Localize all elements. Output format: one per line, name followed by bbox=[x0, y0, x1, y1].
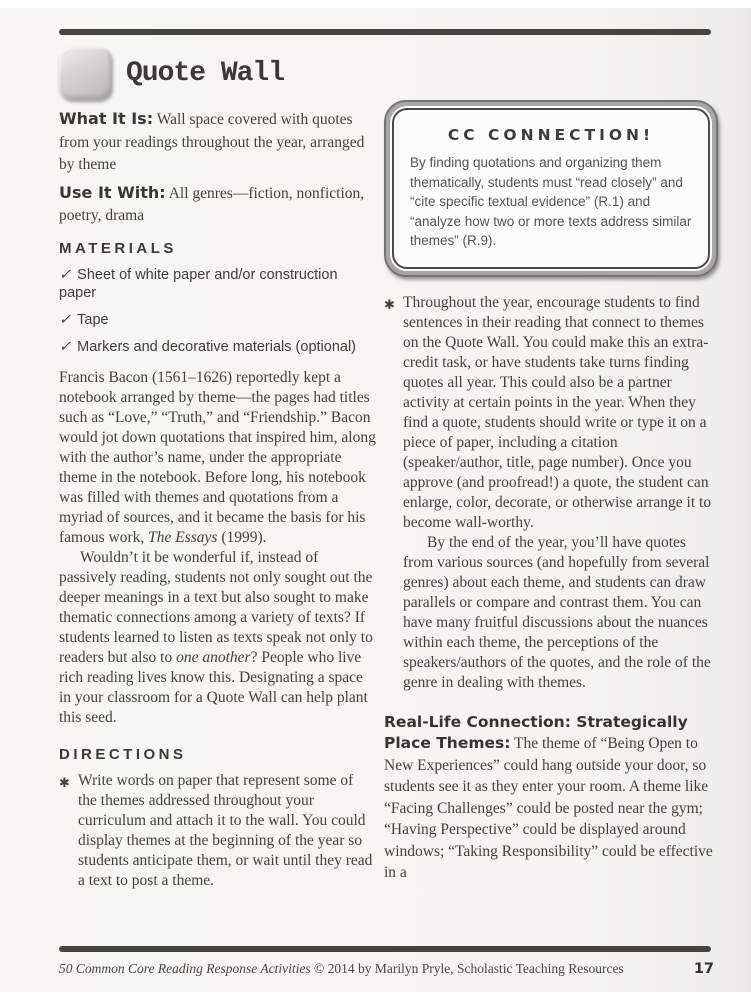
bottom-rule bbox=[59, 946, 711, 952]
page-number: 17 bbox=[693, 961, 714, 977]
materials-heading: MATERIALS bbox=[59, 239, 177, 257]
check-icon: ✓ bbox=[59, 338, 72, 355]
use-it-with bbox=[59, 182, 376, 228]
real-life-connection-label: Real-Life Connection: Strategically Place Themes: bbox=[384, 712, 688, 752]
check-icon: ✓ bbox=[59, 266, 72, 283]
cc-connection-body: By finding quotations and organizing them thematically, students must “read closely” and “cite specific textual evidence” (R.1) and “analyze how two or more texts address similar themes” (R.9). bbox=[410, 155, 692, 248]
list-item bbox=[59, 266, 376, 302]
throughout-year-item bbox=[384, 293, 718, 693]
what-it-is-label: What It Is: bbox=[59, 109, 154, 128]
directions-item bbox=[59, 771, 376, 891]
material-text: Tape bbox=[77, 311, 109, 328]
real-life-connection-text: The theme of “Being Open to New Experiences” could hang outside your door, so students see it as they enter your room. A theme like “Facing Challenges” could be posted near the gym; “Having Perspective” could be displayed around windows; “Taking Responsibility” could be effective in a bbox=[384, 735, 713, 881]
intro-p1-text: Francis Bacon (1561–1626) reportedly kept a notebook arranged by theme—the pages had titles such as “Love,” “Truth,” and “Friendship.” Bacon would jot down quotations that inspired him, along with the author’s name, under the appropriate theme in the notebook. Before long, his notebook was filled with themes and quotations from a myriad of sources, and it became the basis for his famous work, bbox=[59, 368, 376, 546]
footer-book-title: 50 Common Core Reading Response Activities bbox=[59, 961, 311, 976]
cc-connection-box bbox=[384, 100, 718, 277]
footer-credit-rest: © 2014 by Marilyn Pryle, Scholastic Teaching Resources bbox=[310, 961, 624, 976]
page-footer bbox=[59, 961, 714, 977]
intro-paragraph-2 bbox=[59, 548, 376, 728]
left-column bbox=[59, 108, 376, 891]
page-title: Quote Wall bbox=[126, 58, 285, 89]
intro-p2-text: Wouldn’t it be wonderful if, instead of passively reading, students not only sought out the deeper meanings in a text but also sought to make thematic connections among a variety of texts? If students learned to listen as texts speak not only to readers but also to bbox=[59, 548, 373, 666]
directions-heading: DIRECTIONS bbox=[59, 745, 187, 763]
right-column bbox=[384, 100, 718, 884]
list-item bbox=[59, 338, 376, 356]
material-text: Markers and decorative materials (optional) bbox=[77, 338, 356, 355]
real-life-connection bbox=[384, 712, 718, 884]
top-rule bbox=[59, 29, 711, 35]
cc-connection-heading: CC CONNECTION! bbox=[447, 126, 655, 144]
use-it-with-text: All genres—fiction, nonfiction, poetry, drama bbox=[59, 184, 365, 224]
list-item bbox=[59, 311, 376, 329]
activity-badge-icon bbox=[59, 47, 112, 100]
intro-p2-end: ? People who live rich reading lives know this. Designating a space in your classroom for a Quote Wall can help plant this seed. bbox=[59, 648, 368, 726]
asterisk-bullet-icon: ✱ bbox=[384, 296, 395, 312]
what-it-is bbox=[59, 108, 376, 177]
intro-paragraph-1 bbox=[59, 368, 376, 548]
book-page bbox=[0, 8, 751, 992]
material-text: Sheet of white paper and/or construction paper bbox=[59, 266, 338, 301]
what-it-is-text: Wall space covered with quotes from your readings throughout the year, arranged by theme bbox=[59, 111, 365, 173]
footer-credit bbox=[59, 961, 624, 977]
check-icon: ✓ bbox=[59, 311, 72, 328]
cc-connection-box-inner bbox=[392, 108, 710, 269]
cc-connection-box-gap bbox=[390, 106, 712, 271]
throughout-year-text: Throughout the year, encourage students to find sentences in their reading that connect to themes on the Quote Wall. You could make this an extra-credit task, or have students take turns finding quotes all year. This could also be a partner activity at certain points in the year. When they find a quote, students should write or type it on a piece of paper, including a citation (speaker/author, title, page number). Once you approve (and proofread!) a quote, the student can enlarge, color, decorate, or otherwise arrange it to become wall-worthy. bbox=[403, 293, 712, 531]
directions-item-text: Write words on paper that represent some of the themes addressed throughout your curriculum and attach it to the wall. You could display themes at the beginning of the year so students anticipate them, or wait until they read a text to post a theme. bbox=[78, 771, 373, 889]
intro-p1-end: (1999). bbox=[217, 528, 267, 546]
asterisk-bullet-icon: ✱ bbox=[59, 774, 70, 790]
emphasis-italic: one another bbox=[176, 648, 251, 666]
book-title-italic: The Essays bbox=[148, 528, 218, 546]
end-of-year-text: By the end of the year, you’ll have quotes from various sources (and hopefully from several genres) about each theme, and students can draw parallels or compare and contrast them. You can have many fruitful discussions about the nuances within each theme, the perceptions of the speakers/authors of the quotes, and the role of the genre in dealing with themes. bbox=[403, 533, 711, 691]
materials-list bbox=[59, 266, 376, 356]
use-it-with-label: Use It With: bbox=[59, 182, 166, 202]
